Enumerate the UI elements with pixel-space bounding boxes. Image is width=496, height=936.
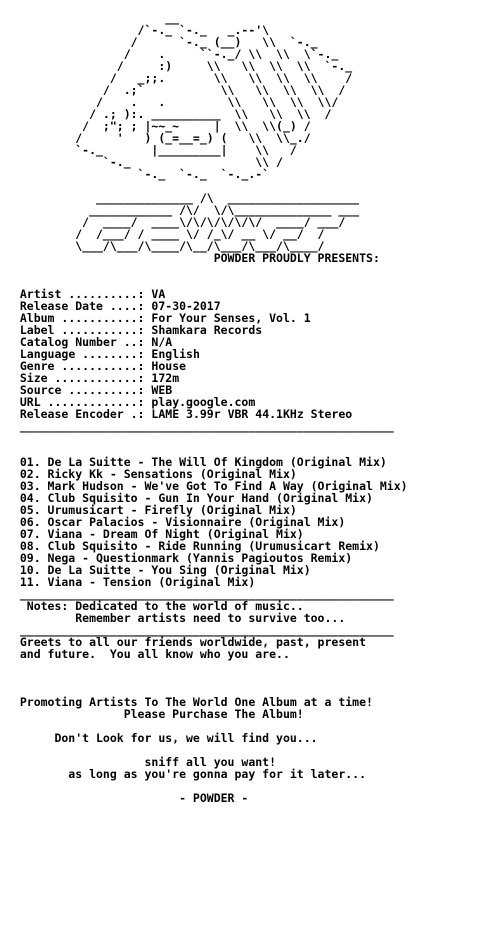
info-value: VA <box>151 287 166 301</box>
ascii-art-line: /`-._ `-._ _.--'\ <box>6 23 270 37</box>
info-value: Shamkara Records <box>151 323 263 337</box>
info-value: N/A <box>151 335 173 349</box>
section-divider: ______________________________________________________ <box>6 587 394 601</box>
notes-line: Remember artists need to survive too... <box>6 611 346 625</box>
ascii-art-line: ____________ /\/ \/\______________ ___ <box>6 203 360 217</box>
track-item: 08. Club Squisito - Ride Running (Urumusicart Remix) <box>6 539 380 553</box>
ascii-art-line: / ____/ ____\/\/\/\/\/\/ ____/ ___/ <box>6 215 346 229</box>
notes-line: Notes: Dedicated to the world of music.. <box>6 599 304 613</box>
closing-line: as long as you're gonna pay for it later... <box>6 767 367 781</box>
release-info <box>6 288 492 420</box>
info-label: Language ........: <box>19 347 145 361</box>
greets-line: Greets to all our friends worldwide, past, present <box>6 635 367 649</box>
ascii-art-line: `-._ `-._ `-._.-` <box>6 167 270 181</box>
ascii-art-line: / /___/ / ____ \/ /_\/ __ \/ __/ / <box>6 227 325 241</box>
ascii-art-line: / .; ):. __________ \\ \\ \\ / <box>6 107 332 121</box>
ascii-art-line: / .;` \\ \\ \\ \\ / <box>6 83 346 97</box>
info-label: Label ...........: <box>19 323 145 337</box>
info-label: Artist ..........: <box>19 287 145 301</box>
track-item: 03. Mark Hudson - We've Got To Find A Way (Original Mix) <box>6 479 408 493</box>
ascii-art-line: \___/\___/\____/\__/\___/\___/\____/ <box>6 239 325 253</box>
ascii-art-line: / ;"; ; |~~_~ | \\ \\(_) / <box>6 119 311 133</box>
closing-line: Don't Look for us, we will find you... <box>6 731 318 745</box>
track-item: 09. Nega - Questionmark (Yannis Pagioutos Remix) <box>6 551 353 565</box>
ascii-art-line: `-._ \\ / <box>6 155 283 169</box>
greets-line: and future. You all know who you are.. <box>6 647 290 661</box>
ascii-art-line: / ' ) (_=__=_) ( \\ \\_./ <box>6 131 311 145</box>
info-label: Genre ...........: <box>19 359 145 373</box>
info-value: For Your Senses, Vol. 1 <box>151 311 311 325</box>
ascii-art-line: ______________ /\ ___________________ <box>6 191 360 205</box>
track-item: 01. De La Suitte - The Will Of Kingdom (Original Mix) <box>6 455 387 469</box>
info-value: WEB <box>151 383 173 397</box>
info-value: English <box>151 347 200 361</box>
nfo-document <box>6 12 492 804</box>
track-item: 10. De La Suitte - You Sing (Original Mix) <box>6 563 311 577</box>
ascii-art-line: / :) \\ \\ \\ \\ `-._ <box>6 59 353 73</box>
info-label: Catalog Number ..: <box>19 335 145 349</box>
ascii-art-line: / _;;. \\ \\ \\ \\ / <box>6 71 353 85</box>
info-label: URL .............: <box>19 395 145 409</box>
info-label: Source ..........: <box>19 383 145 397</box>
section-divider: ______________________________________________________ <box>6 623 394 637</box>
spacer <box>6 432 492 444</box>
info-value: 172m <box>151 371 180 385</box>
ascii-art-line: `-._ |_________| \\ / <box>6 143 297 157</box>
closing-line: - POWDER - <box>6 791 249 805</box>
info-value: play.google.com <box>151 395 256 409</box>
ascii-art-line: POWDER PROUDLY PRESENTS: <box>6 251 380 265</box>
track-item: 02. Ricky Kk - Sensations (Original Mix) <box>6 467 297 481</box>
ascii-art-header <box>6 12 492 264</box>
track-item: 04. Club Squisito - Gun In Your Hand (Original Mix) <box>6 491 373 505</box>
tracklist <box>6 456 492 588</box>
spacer <box>6 672 492 684</box>
spacer <box>6 660 492 672</box>
closing-line: sniff all you want! <box>6 755 277 769</box>
track-item: 11. Viana - Tension (Original Mix) <box>6 575 256 589</box>
ascii-art-line: / . . \\ \\ \\ \\/ <box>6 95 339 109</box>
ascii-art-line: / . ``-._/ \\ \\ \`-._ <box>6 47 339 61</box>
info-label: Release Date ....: <box>19 299 145 313</box>
closing-line: Please Purchase The Album! <box>6 707 304 721</box>
info-label: Release Encoder .: <box>19 407 145 421</box>
ascii-art-line: __ <box>6 11 180 25</box>
info-value: LAME 3.99r VBR 44.1KHz Stereo <box>151 407 353 421</box>
info-label: Album ...........: <box>19 311 145 325</box>
track-item: 05. Urumusicart - Firefly (Original Mix) <box>6 503 297 517</box>
track-item: 07. Viana - Dream Of Night (Original Mix) <box>6 527 304 541</box>
info-value: House <box>151 359 187 373</box>
info-value: 07-30-2017 <box>151 299 221 313</box>
info-label: Size ............: <box>19 371 145 385</box>
section-divider: ______________________________________________________ <box>6 419 394 433</box>
ascii-art-line: / `-._ (__) \\ `-._ <box>6 35 318 49</box>
closing-message <box>6 696 492 804</box>
spacer <box>6 264 492 276</box>
track-item: 06. Oscar Palacios - Visionnaire (Original Mix) <box>6 515 346 529</box>
closing-line: Promoting Artists To The World One Album at a time! <box>6 695 373 709</box>
